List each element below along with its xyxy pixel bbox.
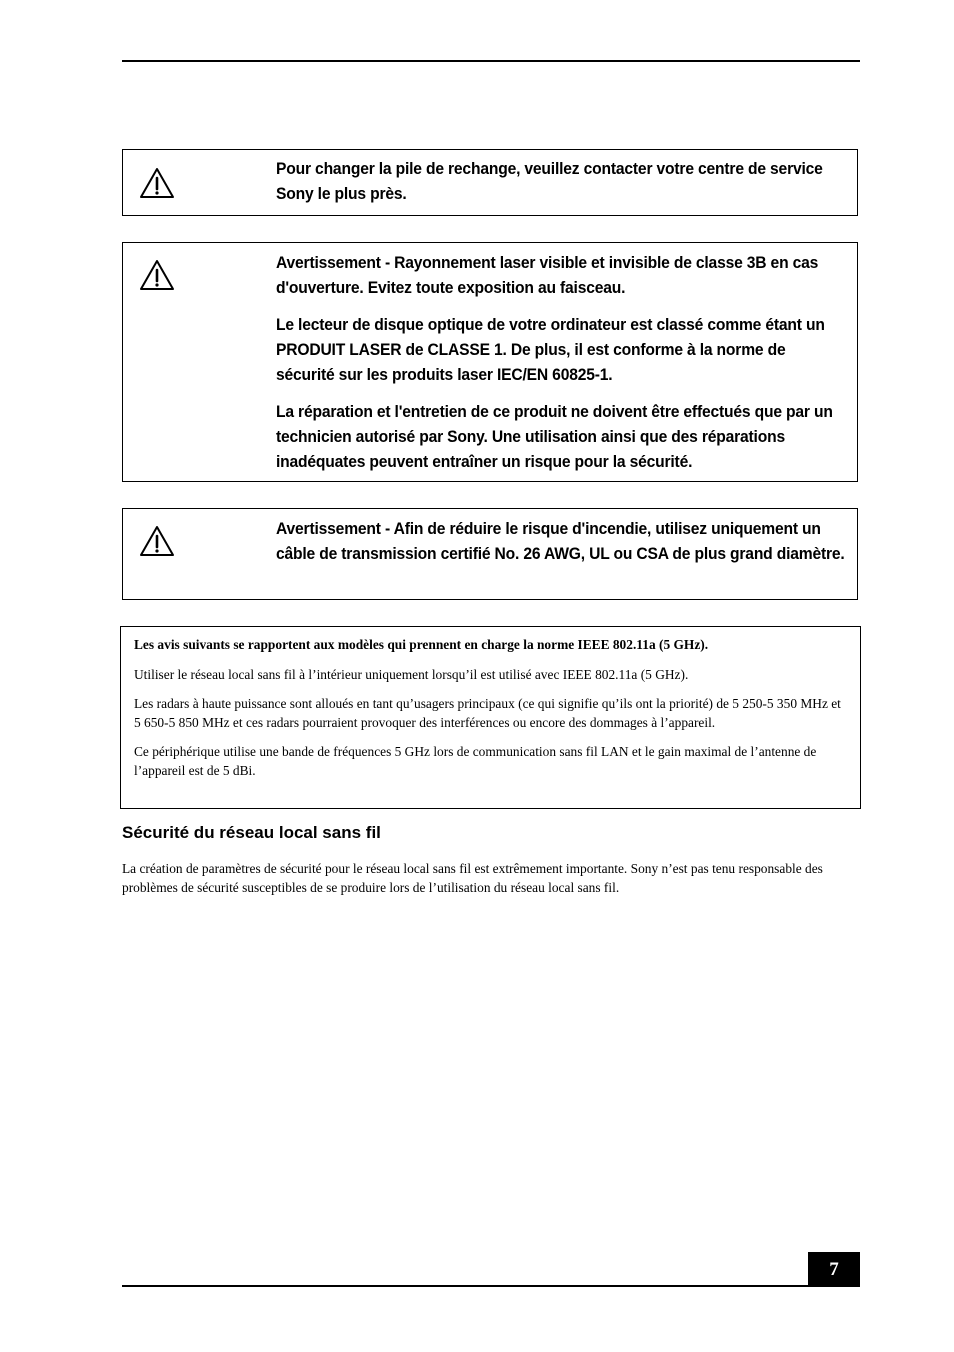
section-body: La création de paramètres de sécurité pour le réseau local sans fil est extrêmement importante. Sony n’est pas tenu responsable des problèmes de sécurité susceptibles de se produire lors de l’utilisation du réseau local sans fil. (122, 861, 823, 895)
warning-box-battery (122, 149, 858, 216)
notice-paragraph: Les radars à haute puissance sont alloués en tant qu’usagers principaux (ce qui signifie qu’ils ont la priorité) de 5 250-5 350 MHz et 5 650-5 850 MHz et ces radars pourraient provoquer des interférences ou encore des dommages à l’appareil. (134, 696, 841, 730)
notice-paragraph: Utiliser le réseau local sans fil à l’intérieur uniquement lorsqu’il est utilisé avec IEEE 802.11a (5 GHz). (134, 666, 689, 682)
warning-paragraph: Avertissement - Afin de réduire le risque d'incendie, utilisez uniquement un câble de transmission certifié No. 26 AWG, UL ou CSA de plus grand diamètre. (276, 519, 845, 563)
warning-box-fire (122, 508, 858, 600)
warning-triangle-icon (139, 167, 175, 199)
warning-paragraph: Le lecteur de disque optique de votre ordinateur est classé comme étant un PRODUIT LASER de CLASSE 1. De plus, il est conforme à la norme de sécurité sur les produits laser IEC/EN 60825-1. (276, 315, 825, 384)
header-rule (122, 60, 860, 62)
warning-triangle-icon (139, 525, 175, 557)
warning-paragraph: Avertissement - Rayonnement laser visible et invisible de classe 3B en cas d'ouverture. Evitez toute exposition au faisceau. (276, 253, 819, 297)
footer-rule (122, 1285, 860, 1287)
notice-lead: Les avis suivants se rapportent aux modèles qui prennent en charge la norme IEEE 802.11a (5 GHz). (134, 637, 709, 652)
wireless-notice-box (120, 626, 861, 809)
section-heading: Sécurité du réseau local sans fil (122, 823, 381, 842)
warning-triangle-icon (139, 259, 175, 291)
warning-text (276, 250, 846, 474)
page-number: 7 (808, 1252, 860, 1287)
notice-paragraph: Ce périphérique utilise une bande de fréquences 5 GHz lors de communication sans fil LAN et le gain maximal de l’antenne de l’appareil est de 5 dBi. (134, 744, 817, 778)
warning-paragraph: La réparation et l'entretien de ce produit ne doivent être effectués que par un technicien autorisé par Sony. Une utilisation ainsi que des réparations inadéquates peuvent entraîner un risque pour la sécurité. (276, 402, 833, 471)
warning-text (276, 156, 846, 206)
warning-box-laser (122, 242, 858, 482)
warning-text (276, 516, 846, 566)
warning-paragraph: Pour changer la pile de rechange, veuillez contacter votre centre de service Sony le plus près. (276, 159, 823, 203)
